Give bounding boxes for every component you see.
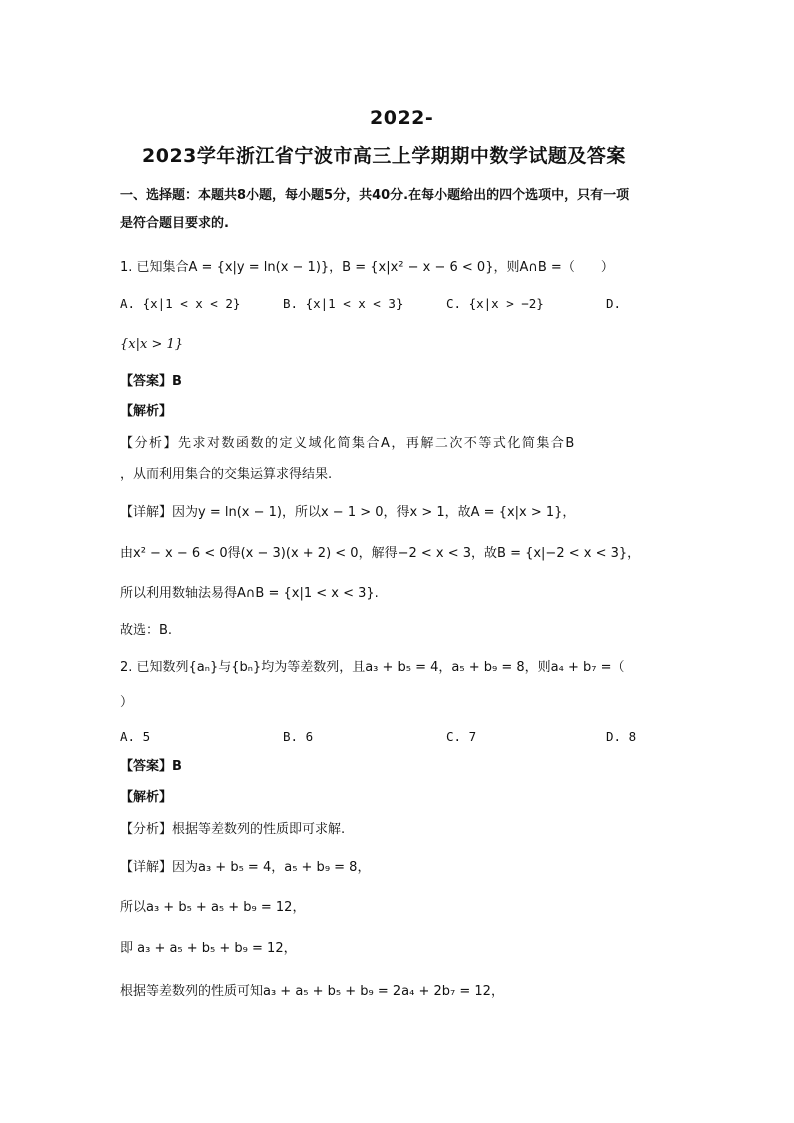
q1-choose: 故选：B.	[120, 623, 173, 638]
title-line-1: 2022-	[370, 107, 434, 129]
section-heading-line-2: 是符合题目要求的.	[120, 216, 229, 231]
q1-detail-line-1: 【详解】因为y = ln(x − 1)，所以x − 1 > 0，得x > 1，故A = {x|x > 1}，	[120, 505, 576, 520]
q1-analysis-line-1: 【分析】先求对数函数的定义域化简集合A，再解二次不等式化简集合B	[120, 436, 576, 451]
q1-option-a: A. {x|1 < x < 2}	[120, 296, 241, 311]
title-line-2: 2023学年浙江省宁波市高三上学期期中数学试题及答案	[142, 145, 626, 167]
q2-detail-line-4: 根据等差数列的性质可知a₃ + a₅ + b₅ + b₉ = 2a₄ + 2b₇ = 12，	[120, 984, 504, 999]
section-heading-line-1: 一、选择题：本题共8小题，每小题5分，共40分.在每小题给出的四个选项中，只有一项	[120, 188, 630, 203]
q2-option-d: D. 8	[606, 729, 637, 744]
q1-stem: 1. 已知集合A = {x|y = ln(x − 1)}，B = {x|x² − x − 6 < 0}，则A∩B =（ ）	[120, 260, 614, 275]
q1-option-d: D.	[606, 296, 622, 311]
q1-option-c: C. {x|x > −2}	[446, 296, 544, 311]
q2-detail-line-1: 【详解】因为a₃ + b₅ = 4，a₅ + b₉ = 8，	[120, 860, 371, 875]
q1-option-b: B. {x|1 < x < 3}	[283, 296, 404, 311]
q2-stem-continued: ）	[120, 695, 134, 710]
q1-analysis-line-2: ，从而利用集合的交集运算求得结果.	[120, 467, 333, 482]
q2-option-a: A. 5	[120, 729, 151, 744]
q2-detail-line-3: 即 a₃ + a₅ + b₅ + b₉ = 12，	[120, 941, 297, 956]
q1-answer: 【答案】B	[120, 374, 182, 389]
q1-detail-line-3: 所以利用数轴法易得A∩B = {x|1 < x < 3}.	[120, 586, 379, 601]
q2-option-c: C. 7	[446, 729, 477, 744]
q2-analysis-label: 【解析】	[120, 790, 173, 805]
q2-stem: 2. 已知数列{aₙ}与{bₙ}均为等差数列，且a₃ + b₅ = 4，a₅ + b₉ = 8，则a₄ + b₇ =（	[120, 660, 625, 675]
q1-option-d-value: {x|x > 1}	[120, 337, 184, 352]
q1-detail-line-2: 由x² − x − 6 < 0得(x − 3)(x + 2) < 0，解得−2 < x < 3，故B = {x|−2 < x < 3}，	[120, 546, 641, 561]
q2-answer: 【答案】B	[120, 759, 182, 774]
q2-detail-line-2: 所以a₃ + b₅ + a₅ + b₉ = 12，	[120, 900, 306, 915]
q2-option-b: B. 6	[283, 729, 314, 744]
q2-analysis: 【分析】根据等差数列的性质即可求解.	[120, 822, 346, 837]
q1-analysis-label: 【解析】	[120, 404, 173, 419]
